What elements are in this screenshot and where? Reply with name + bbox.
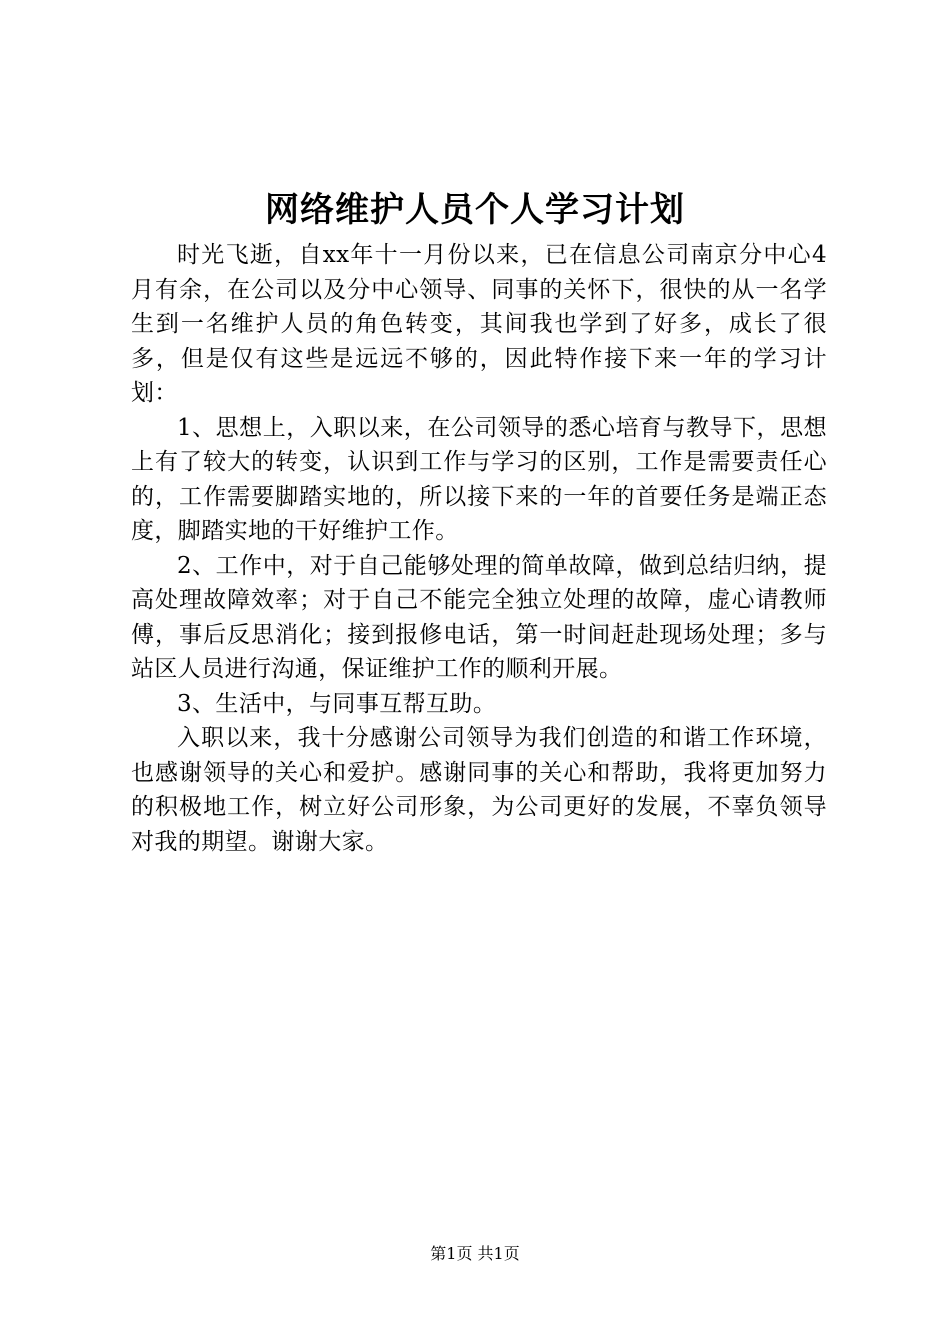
paragraph-item-3: 3、生活中，与同事互帮互助。: [177, 690, 497, 717]
page-number-footer: 第1页 共1页: [430, 1244, 520, 1263]
document-title: 网络维护人员个人学习计划: [265, 190, 685, 230]
paragraph-intro: 时光飞逝，自xx年十一月份以来，已在信息公司南京分中心4月有余，在公司以及分中心领导、同事的关怀下，很快的从一名学生到一名维护人员的角色转变，其间我也学到了好多，成长了很多，但是仅有这些是远远不够的，因此特作接下来一年的学习计划：: [131, 242, 827, 406]
paragraph-item-2: 2、工作中，对于自己能够处理的简单故障，做到总结归纳，提高处理故障效率；对于自己不能完全独立处理的故障，虚心请教师傅，事后反思消化；接到报修电话，第一时间赶赴现场处理；多与站区人员进行沟通，保证维护工作的顺利开展。: [131, 552, 827, 682]
document-body: [131, 238, 827, 859]
paragraph-item-1: 1、思想上，入职以来，在公司领导的悉心培育与教导下，思想上有了较大的转变，认识到工作与学习的区别，工作是需要责任心的，工作需要脚踏实地的，所以接下来的一年的首要任务是端正态度，脚踏实地的干好维护工作。: [131, 414, 827, 544]
paragraph-closing: 入职以来，我十分感谢公司领导为我们创造的和谐工作环境，也感谢领导的关心和爱护。感谢同事的关心和帮助，我将更加努力的积极地工作，树立好公司形象，为公司更好的发展，不辜负领导对我的期望。谢谢大家。: [131, 725, 827, 855]
